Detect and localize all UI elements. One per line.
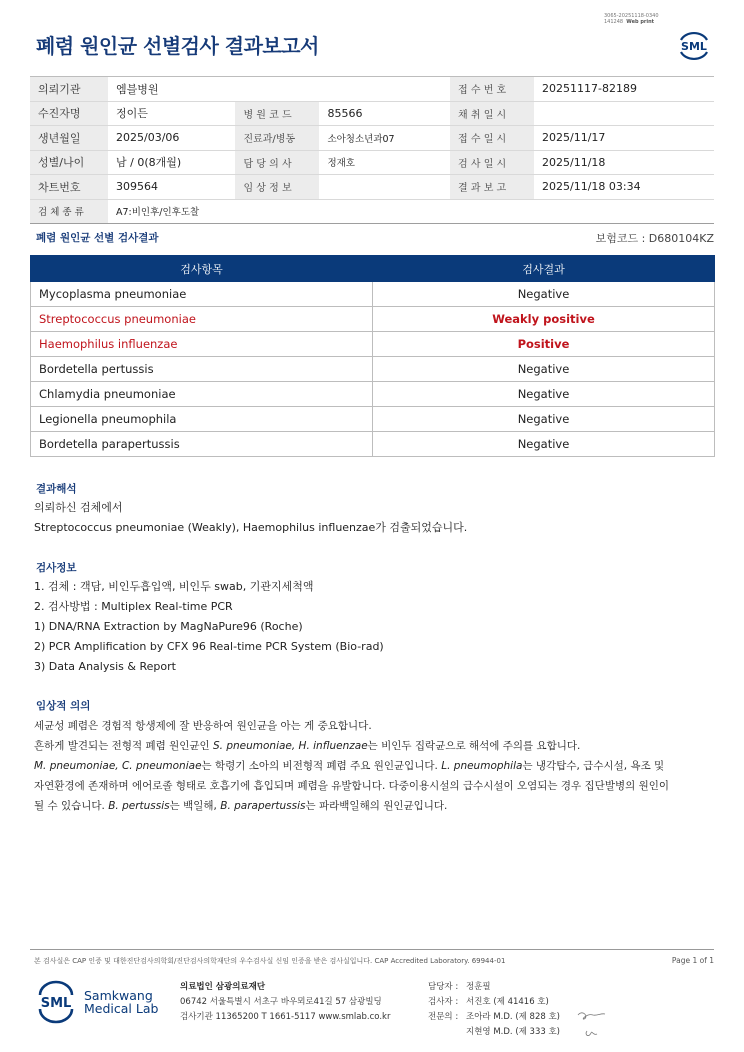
info-label: 성별/나이	[30, 150, 108, 175]
info-label: 임 상 정 보	[235, 175, 319, 200]
info-label: 차트번호	[30, 175, 108, 200]
staff-list: 담당자 : 정훈필 검사자 : 서진호 (제 41416 호) 전문의 : 조아라 M.D. (제 828 호) 지현영 M.D. (제 333 호)	[428, 982, 561, 1037]
footer-divider	[30, 949, 714, 950]
info-label: 생년월일	[30, 126, 108, 151]
test-info-text: 1. 검체 : 객담, 비인두흡입액, 비인두 swab, 기관지세척액 2. 검사방법 : Multiplex Real-time PCR 1) DNA/RNA Extraction by MagNaPure96 (Roche) 2) PCR Amplification by CFX 96 Real-time PCR System (Bio-rad) 3) Data Analysis & Report	[34, 580, 384, 673]
specimen-value: A7:비인후/인후도찰	[108, 199, 714, 224]
footer-brand: Samkwang Medical Lab	[84, 988, 159, 1016]
patient-info-table	[30, 76, 714, 224]
info-label: 병 원 코 드	[235, 101, 319, 126]
info-value: 2025/11/18	[534, 150, 714, 175]
info-label: 접 수 번 호	[450, 77, 534, 102]
result-item: Chlamydia pneumoniae	[31, 382, 373, 407]
clinical-text: 세균성 폐렴은 경험적 항생제에 잘 반응하여 원인균을 아는 게 중요합니다. 흔하게 발견되는 전형적 폐렴 원인균인 S. pneumoniae, H. influenzae는 비인두 집락균으로 해석에 주의를 요합니다. M. pneumoniae, C. pneumoniae는 학령기 소아의 비전형적 폐렴 주요 원인균입니다. L. pneumophila는 냉각탑수, 급수시설, 욕조 및 자연환경에 존재하며 에어로졸 형태로 호흡기에 흡입되며 폐렴을 유발합니다. 다중이용시설의 급수시설이 오염되는 경우 집단발병의 원인이 될 수 있습니다. B. pertussis는 백일해, B. parapertussis는 파라백일해의 원인균입니다.	[34, 720, 670, 812]
info-value: 309564	[108, 175, 235, 200]
result-item: Haemophilus influenzae	[31, 332, 373, 357]
result-row	[31, 407, 715, 432]
info-value: 20251117-82189	[534, 77, 714, 102]
result-value: Positive	[373, 332, 715, 357]
result-row	[31, 357, 715, 382]
result-item: Bordetella pertussis	[31, 357, 373, 382]
info-value: 정재호	[319, 150, 450, 175]
info-value: 소아청소년과07	[319, 126, 450, 151]
info-row	[30, 77, 714, 102]
footer-organization: 의료법인 삼광의료재단 06742 서울특별시 서초구 바우뫼로41길 57 삼광빌딩 검사기관 11365200 T 1661-5117 www.smlab.co.kr	[180, 982, 391, 1022]
result-row	[31, 382, 715, 407]
info-value	[319, 175, 450, 200]
result-value: Weakly positive	[373, 307, 715, 332]
svg-text:SML: SML	[681, 40, 707, 53]
signature-icon	[575, 1005, 611, 1041]
result-item: Bordetella parapertussis	[31, 432, 373, 457]
info-value: 엠블병원	[108, 77, 235, 102]
result-value: Negative	[373, 282, 715, 307]
sml-logo-icon	[675, 28, 713, 62]
page-title: 폐렴 원인균 선별검사 결과보고서	[36, 34, 319, 58]
info-value: 2025/11/17	[534, 126, 714, 151]
info-label: 진료과/병동	[235, 126, 319, 151]
result-value: Negative	[373, 407, 715, 432]
info-label: 의뢰기관	[30, 77, 108, 102]
info-row	[30, 199, 714, 224]
info-label: 담 당 의 사	[235, 150, 319, 175]
results-section-title: 폐렴 원인균 선별 검사결과	[36, 232, 159, 244]
svg-text:SML: SML	[40, 996, 72, 1011]
info-value: 2025/11/18 03:34	[534, 175, 714, 200]
result-value: Negative	[373, 432, 715, 457]
results-table	[30, 255, 715, 457]
info-label: 검 사 일 시	[450, 150, 534, 175]
info-row	[30, 175, 714, 200]
result-value: Negative	[373, 357, 715, 382]
info-value: 85566	[319, 101, 450, 126]
info-label: 접 수 일 시	[450, 126, 534, 151]
result-row	[31, 332, 715, 357]
info-row	[30, 150, 714, 175]
result-item: Mycoplasma pneumoniae	[31, 282, 373, 307]
sml-footer-logo-icon	[36, 980, 76, 1024]
result-row	[31, 282, 715, 307]
interpretation-title: 결과해석	[36, 483, 77, 495]
clinical-title: 임상적 의의	[36, 700, 91, 712]
info-label	[235, 77, 319, 102]
info-row	[30, 126, 714, 151]
info-value: 정이든	[108, 101, 235, 126]
info-label: 결 과 보 고	[450, 175, 534, 200]
col-header-result: 검사결과	[373, 256, 715, 282]
info-value	[534, 101, 714, 126]
info-value	[319, 77, 450, 102]
col-header-item: 검사항목	[31, 256, 373, 282]
result-item: Legionella pneumophila	[31, 407, 373, 432]
result-row	[31, 432, 715, 457]
result-item: Streptococcus pneumoniae	[31, 307, 373, 332]
info-row	[30, 101, 714, 126]
report-id-code: 3065-20251118-0340 141248 Web print	[604, 13, 659, 25]
interpretation-text: 의뢰하신 검체에서 Streptococcus pneumoniae (Weakly), Haemophilus influenzae가 검출되었습니다.	[34, 501, 468, 534]
insurance-code: 보험코드 : D680104KZ	[595, 232, 714, 245]
accreditation-note: 본 검사실은 CAP 인증 및 대한진단검사의학회/진단검사의학재단의 우수검사실 신임 인증을 받은 검사실입니다. CAP Accredited Laboratory. 69944-01	[34, 957, 506, 965]
info-value: 남 / 0(8개월)	[108, 150, 235, 175]
test-info-title: 검사정보	[36, 562, 77, 574]
info-value: 2025/03/06	[108, 126, 235, 151]
page-number: Page 1 of 1	[671, 956, 714, 965]
result-value: Negative	[373, 382, 715, 407]
info-label: 채 취 일 시	[450, 101, 534, 126]
info-label: 수진자명	[30, 101, 108, 126]
result-row	[31, 307, 715, 332]
specimen-label: 검 체 종 류	[30, 199, 108, 224]
